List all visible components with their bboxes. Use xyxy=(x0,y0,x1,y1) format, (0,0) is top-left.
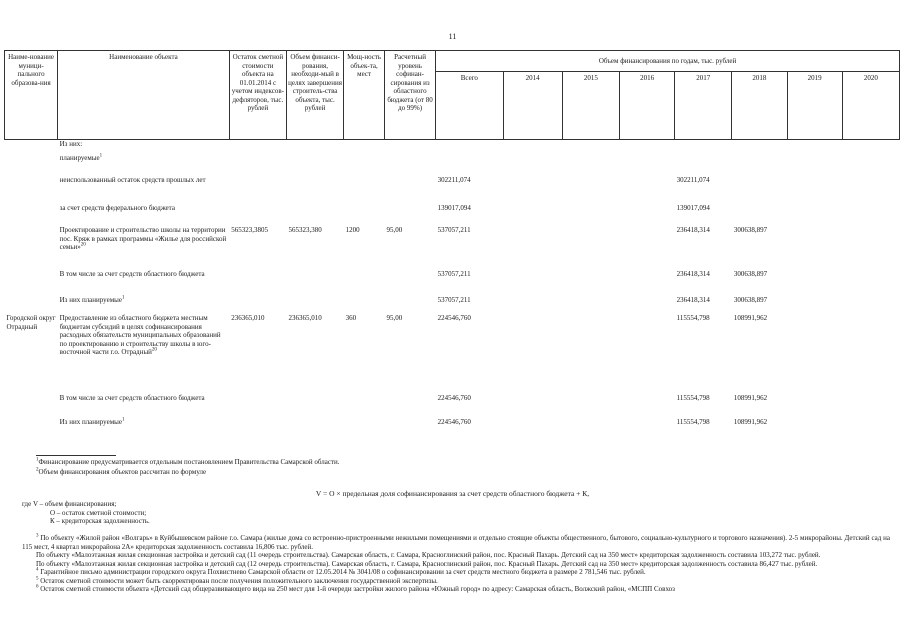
footnotes-block xyxy=(22,534,890,594)
legend-o: О – остаток сметной стоимости; xyxy=(50,508,147,517)
cell-level xyxy=(385,176,436,204)
header-volume: Объем финанси-рования, необходи-мый в целях завершения строитель-ства объекта, тыс. рублей xyxy=(286,51,343,140)
legend-v: где V – объем финансирования; xyxy=(22,500,117,508)
cell-municipality xyxy=(5,226,58,270)
cell-object xyxy=(58,314,230,394)
cell-2017: 302211,074 xyxy=(676,176,710,184)
formula: V = О × предельная доля софинансирования за счет средств областного бюджета + К, xyxy=(315,489,590,498)
cell-level xyxy=(385,270,436,296)
cell-balance xyxy=(229,154,286,176)
cell-volume xyxy=(286,154,343,176)
footnote-3a-text: По объекту «Жилой район «Волгарь» в Куйбышевском районе г.о. Самара (жилые дома со встроенно-пристроенными нежилыми помещениями и отдельно стоящие объекты общественного, бытового, социально-культурного и торгового назначения). 2-5 микрорайоны. Детский сад на 115 мест, 4 квартал микрорайона 2А» кредиторская задолженность составила 16,806 тыс. рублей. xyxy=(22,534,890,551)
cell-volume xyxy=(286,296,343,314)
cell-municipality xyxy=(5,270,58,296)
cell-total xyxy=(436,140,503,155)
table-row xyxy=(5,296,900,314)
header-capacity: Мощ-ность объек-та, мест xyxy=(344,51,385,140)
cell-capacity xyxy=(344,296,385,314)
cell-capacity xyxy=(344,418,385,432)
cell-municipality xyxy=(5,140,58,155)
cell-2017: 236418,314 xyxy=(676,270,710,278)
cell-level xyxy=(385,140,436,155)
header-year-2014: 2014 xyxy=(503,72,562,140)
cell-level: 95,00 xyxy=(386,314,403,322)
cell-volume: 565323,380 xyxy=(288,226,322,234)
cell-2017 xyxy=(675,154,732,176)
cell-total: 302211,074 xyxy=(437,176,471,184)
cell-2017: 236418,314 xyxy=(676,296,710,304)
cell-volume xyxy=(286,394,343,418)
header-total: Всего xyxy=(436,72,503,140)
footnote-3c: По объекту «Малоэтажная жилая секционная застройка и детский сад (12 очередь строительства). Самарская область, г. Самара, Красноглинский район, пос. Красный Пахарь. Детский сад на 350 мест» кредиторская задолженность составила 86,427 тыс. рублей. xyxy=(36,559,818,568)
object-text: Из них планируемые xyxy=(59,296,122,304)
cell-capacity xyxy=(344,154,385,176)
table-row xyxy=(5,270,900,296)
footnote-1-text: Финансирование предусматривается отдельным постановлением Правительства Самарской области. xyxy=(38,458,340,466)
cell-volume xyxy=(286,270,343,296)
cell-2017: 115554,798 xyxy=(676,418,710,426)
cell-2018: 108991,962 xyxy=(733,394,768,402)
cell-total: 537057,211 xyxy=(437,296,471,304)
footnote-2-text: Объем финансирования объектов рассчитан по формуле xyxy=(38,468,207,476)
cell-object xyxy=(58,154,230,176)
cell-2017: 139017,094 xyxy=(676,204,710,212)
cell-municipality xyxy=(5,296,58,314)
table-row xyxy=(5,394,900,418)
cell-2017: 236418,314 xyxy=(676,226,710,234)
table-row xyxy=(5,140,900,155)
cell-level xyxy=(385,296,436,314)
cell-object xyxy=(58,296,230,314)
cell-object xyxy=(58,418,230,432)
cell-capacity xyxy=(344,176,385,204)
cell-2017 xyxy=(675,140,732,155)
financing-table xyxy=(4,50,900,432)
cell-total: 537057,211 xyxy=(437,226,471,234)
cell-2018 xyxy=(732,154,787,176)
footnote-ref: 1 xyxy=(121,417,125,423)
cell-level: 95,00 xyxy=(386,226,403,234)
cell-object: неиспользованный остаток средств прошлых лет xyxy=(59,176,206,184)
footnote-divider xyxy=(36,455,116,456)
object-text: Из них планируемые xyxy=(59,418,122,426)
cell-total: 537057,211 xyxy=(437,270,471,278)
cell-municipality xyxy=(5,418,58,432)
cell-balance xyxy=(229,140,286,155)
cell-object: В том числе за счет средств областного бюджета xyxy=(59,394,205,402)
legend-k: К – кредиторская задолженность. xyxy=(50,517,150,525)
cell-municipality: Городской округ Отрадный xyxy=(6,314,56,331)
cell-object xyxy=(58,226,230,270)
footnote-ref: 20 xyxy=(80,242,86,248)
cell-2018: 300638,897 xyxy=(733,296,768,304)
footnote-4: $^4$ Гарантийное письмо администрации городского округа Похвистнево Самарской области от 12.05.2014 № 3041/08 о софинансировании за счет средств местного бюджета в размере 2 781,546 тыс. рублей. xyxy=(36,567,646,576)
table-row xyxy=(5,176,900,204)
header-year-2019: 2019 xyxy=(787,72,842,140)
table-row xyxy=(5,226,900,270)
cell-2018 xyxy=(732,176,787,204)
cell-municipality xyxy=(5,154,58,176)
cell-level xyxy=(385,418,436,432)
cell-2018: 108991,962 xyxy=(733,314,768,322)
cell-total: 224546,760 xyxy=(437,394,471,402)
cell-capacity xyxy=(344,140,385,155)
header-year-2015: 2015 xyxy=(562,72,619,140)
cell-total: 224546,760 xyxy=(437,418,471,426)
table-row xyxy=(5,418,900,432)
header-financing-group: Объем финансирования по годам, тыс. рублей xyxy=(436,51,900,72)
cell-municipality xyxy=(5,176,58,204)
cell-balance xyxy=(229,270,286,296)
footnote-4-text: Гарантийное письмо администрации городского округа Похвистнево Самарской области от 12.05.2014 № 3041/08 о софинансировании за счет средств местного бюджета в размере 2 781,546 тыс. рублей. xyxy=(40,568,646,576)
footnote-1: $^1$Финансирование предусматривается отдельным постановлением Правительства Самарской области. xyxy=(36,457,340,466)
cell-level xyxy=(385,154,436,176)
cell-level xyxy=(385,394,436,418)
header-object: Наименование объекта xyxy=(58,51,230,140)
cell-balance xyxy=(229,394,286,418)
table-row xyxy=(5,154,900,176)
cell-balance: 565323,3805 xyxy=(231,226,269,234)
table-row xyxy=(5,204,900,226)
cell-2018 xyxy=(732,140,787,155)
cell-total: 224546,760 xyxy=(437,314,471,322)
cell-volume xyxy=(286,418,343,432)
cell-object: Из них: xyxy=(59,140,83,148)
cell-municipality xyxy=(5,204,58,226)
object-text: планируемые xyxy=(59,154,100,162)
cell-2018: 300638,897 xyxy=(733,270,768,278)
cell-balance xyxy=(229,176,286,204)
cell-capacity xyxy=(344,270,385,296)
footnote-2: $^2$Объем финансирования объектов рассчитан по формуле xyxy=(36,467,207,476)
footnote-6: $^6$ Остаток сметной стоимости объекта «Детский сад общеразвивающего вида на 250 мест для 1-й очереди застройки жилого района «Южный город» по адресу: Самарская область, Волжский район, «МСПП Совхоз xyxy=(36,584,675,593)
cell-balance xyxy=(229,296,286,314)
cell-capacity: 1200 xyxy=(345,226,360,234)
header-level: Расчетный уровень софинан-сирования из областного бюджета (от 80 до 99%) xyxy=(385,51,436,140)
cell-total: 139017,094 xyxy=(437,204,471,212)
formula-legend xyxy=(22,500,150,526)
cell-object: В том числе за счет средств областного бюджета xyxy=(59,270,205,278)
cell-volume xyxy=(286,176,343,204)
header-year-2020: 2020 xyxy=(842,72,899,140)
cell-total xyxy=(436,154,503,176)
cell-2018: 108991,962 xyxy=(733,418,768,426)
header-year-2016: 2016 xyxy=(619,72,674,140)
cell-2017: 115554,798 xyxy=(676,314,710,322)
footnote-ref: 20 xyxy=(151,347,157,353)
object-text: Предоставление из областного бюджета местным бюджетам субсидий в целях софинансирования расходных обязательств муниципальных образований по проектированию и строительству школы в юго-восточной части г.о. Отрадный xyxy=(59,314,221,356)
table-row xyxy=(5,314,900,394)
cell-capacity: 360 xyxy=(345,314,357,322)
header-balance: Остаток сметной стоимости объекта на 01.01.2014 с учетом индексов-дефляторов, тыс. рублей xyxy=(229,51,286,140)
footnote-ref: 1 xyxy=(121,295,125,301)
cell-balance: 236365,010 xyxy=(231,314,265,322)
cell-volume xyxy=(286,204,343,226)
cell-2017: 115554,798 xyxy=(676,394,710,402)
cell-2018 xyxy=(732,204,787,226)
footnote-5: $^5$ Остаток сметной стоимости может быть скорректирован после получения положительного заключения государственной экспертизы. xyxy=(36,576,438,585)
cell-volume: 236365,010 xyxy=(288,314,322,322)
header-year-2017: 2017 xyxy=(675,72,732,140)
cell-capacity xyxy=(344,204,385,226)
cell-object: за счет средств федерального бюджета xyxy=(59,204,175,212)
cell-2018: 300638,897 xyxy=(733,226,768,234)
cell-level xyxy=(385,204,436,226)
cell-municipality xyxy=(5,394,58,418)
header-year-2018: 2018 xyxy=(732,72,787,140)
footnote-6-text: Остаток сметной стоимости объекта «Детский сад общеразвивающего вида на 250 мест для 1-й очереди застройки жилого района «Южный город» по адресу: Самарская область, Волжский район, «МСПП Совхоз xyxy=(40,585,675,593)
page-number: 11 xyxy=(448,32,457,41)
cell-capacity xyxy=(344,394,385,418)
header-municipality: Наиме-нование муници-пального образова-ния xyxy=(5,51,58,140)
footnote-3: $^3$ По объекту «Жилой район «Волгарь» в Куйбышевском районе г.о. Самара (жилые дома со встроенно-пристроенными нежилыми помещениями и отдельно стоящие объекты общественного, бытового, социально-культурного и торгового назначения). 2-5 микрорайоны. Детский сад на 115 мест, 4 квартал микрорайона 2А» кредиторская задолженность составила 16,806 тыс. рублей. xyxy=(22,533,890,551)
cell-balance xyxy=(229,418,286,432)
footnote-5-text: Остаток сметной стоимости может быть скорректирован после получения положительного заключения государственной экспертизы. xyxy=(40,576,438,585)
cell-balance xyxy=(229,204,286,226)
object-text: Проектирование и строительство школы на территории пос. Кряж в рамках программы «Жилье для российской семьи» xyxy=(59,226,227,251)
footnote-ref: 1 xyxy=(99,153,103,159)
footnote-3b: По объекту «Малоэтажная жилая секционная застройка и детский сад (11 очередь строительства). Самарская область, г. Самара, Красноглинский район, пос. Красный Пахарь. Детский сад на 350 мест» кредиторская задолженность составила 103,272 тыс. рублей. xyxy=(36,551,821,559)
cell-volume xyxy=(286,140,343,155)
